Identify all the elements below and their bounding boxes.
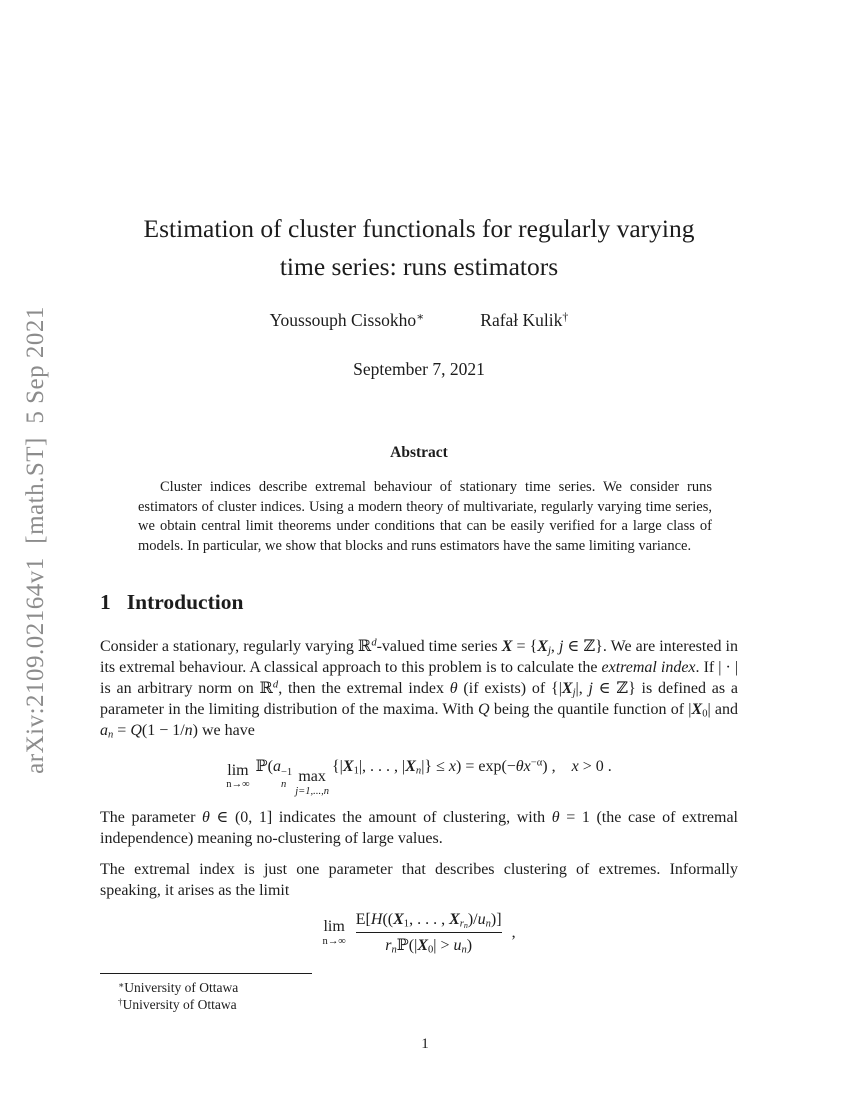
- abstract-heading: Abstract: [390, 444, 448, 461]
- paper-title: [100, 210, 738, 286]
- paper-title-line1: Estimation of cluster functionals for regularly varying: [143, 214, 695, 243]
- paper-content: [100, 0, 738, 955]
- author-1-footnote-mark: ∗: [416, 309, 425, 324]
- intro-paragraph-3: The extremal index is just one parameter that describes clustering of extremes. Informally speaking, it arises as the limit: [100, 861, 738, 900]
- footnote-rule: [100, 973, 312, 974]
- equation-condition: x > 0 .: [571, 758, 612, 776]
- footnote-1: [100, 980, 738, 997]
- page-number: 1: [421, 1036, 429, 1052]
- intro-paragraph-2: The parameter θ ∈ (0, 1] indicates the amount of clustering, with θ = 1 (the case of extremal independence) meaning no-clustering of large values.: [100, 808, 738, 847]
- author-2: [480, 310, 568, 331]
- fraction-denominator: rnℙ(|X0| > un): [385, 937, 473, 956]
- section-number: 1: [100, 590, 111, 615]
- footnote-2-mark: †: [118, 996, 123, 1007]
- abstract-text: Cluster indices describe extremal behaviour of stationary time series. We consider runs estimators of cluster indices. Using a modern theory of multivariate, regularly varying time series, we obtain central limit theorems under conditions that can be easily verified for a large class of models. In particular, we show that blocks and runs estimators have the same limiting variance.: [138, 479, 712, 554]
- sup-sub-stack: −1 n: [280, 767, 293, 790]
- limit-operator: lim n→∞: [322, 918, 346, 947]
- author-1-name: Youssouph Cissokho: [269, 310, 417, 330]
- equation-extremal-index: [100, 756, 738, 796]
- arxiv-watermark: arXiv:2109.02164v1 [math.ST] 5 Sep 2021: [22, 306, 49, 774]
- author-2-name: Rafał Kulik: [480, 310, 563, 330]
- equation-cluster-limit: [100, 911, 738, 955]
- max-operator: max j=1,...,n: [295, 767, 329, 797]
- footnote-2-text: University of Ottawa: [122, 996, 237, 1012]
- equation-comma: ,: [511, 924, 516, 942]
- footnote-2: [100, 997, 738, 1014]
- intro-paragraph-1: Consider a stationary, regularly varying ℝ$^d$-valued time series X = {Xj, j ∈ ℤ}. We are interested in its extremal behaviour. A classical approach to this problem is to calculate the extremal index. If | · | is an arbitrary norm on ℝ$^d$, then the extremal index θ (if exists) of {|Xj|, j ∈ ℤ} is defined as a parameter in the limiting distribution of the maxima. With Q being the quantile function of |X0| and an = Q(1 − 1/n) we have: [100, 638, 739, 741]
- footnote-1-mark: ∗: [118, 979, 125, 990]
- paper-date: September 7, 2021: [353, 359, 485, 379]
- author-2-footnote-mark: †: [562, 309, 569, 324]
- footnote-block: [100, 973, 738, 1013]
- equation-body: ℙ(a −1 n max j=1,...,n {|X1|, . . . , $|Xn|\} \le x) = \exp(-\theta x^{-\alpha})$ , x > 0 .: [255, 758, 612, 797]
- paper-title-line2: time series: runs estimators: [279, 252, 559, 281]
- footnote-1-text: University of Ottawa: [124, 980, 239, 995]
- section-title: Introduction: [126, 590, 244, 615]
- section-heading: [100, 590, 738, 615]
- author-1: [270, 310, 425, 331]
- fraction-bar: [356, 932, 502, 933]
- fraction-numerator: E[H((X1, . . . , $Xr_n)/un$)]: [355, 911, 502, 931]
- fraction: [356, 911, 502, 955]
- limit-operator: lim n→∞: [226, 761, 250, 791]
- author-list: [100, 310, 738, 331]
